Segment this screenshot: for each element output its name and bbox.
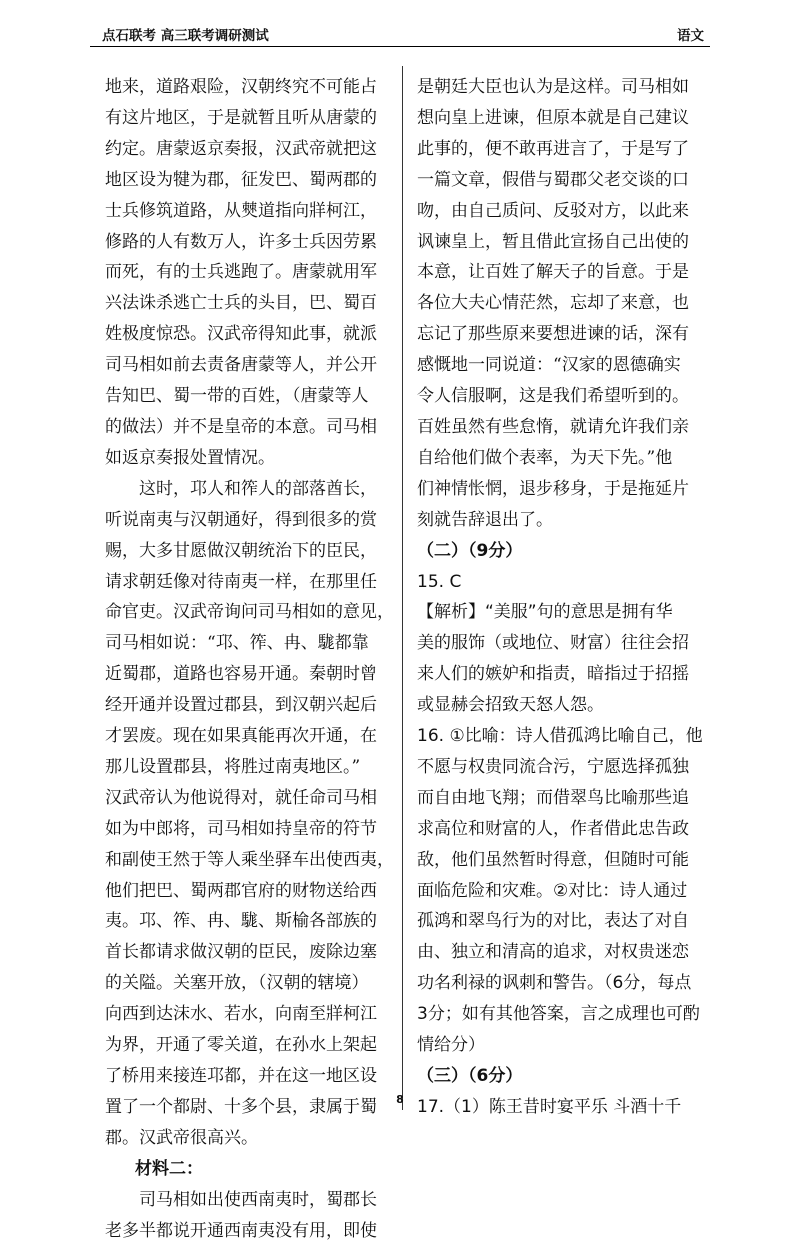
text-line: 地区设为犍为郡，征发巴、蜀两郡的 — [105, 169, 377, 190]
text-line: 听说南夷与汉朝通好，得到很多的赏 — [105, 509, 377, 530]
text-line: 如为中郎将，司马相如持皇帝的符节 — [105, 818, 377, 839]
text-line: 或显赫会招致天怒人怨。 — [417, 695, 604, 716]
text-line: 求高位和财富的人，作者借此忠告政 — [417, 818, 689, 839]
text-line: 修路的人有数万人，许多士兵因劳累 — [105, 231, 377, 252]
text-line: 自给他们做个表率，为天下先。”他 — [417, 447, 673, 468]
text-line: 百姓虽然有些怠惰，就请允许我们亲 — [417, 416, 689, 437]
text-line: （二）（9分） — [417, 540, 523, 561]
text-line: 请求朝廷像对待南夷一样，在那里任 — [105, 571, 377, 592]
text-line: 是朝廷大臣也认为是这样。司马相如 — [417, 77, 689, 97]
text-line: 置了一个都尉、十多个县，隶属于蜀 — [105, 1096, 377, 1117]
text-line: 郡。汉武帝很高兴。 — [105, 1127, 258, 1148]
text-line: 这时，邛人和筰人的部落酋长， — [139, 478, 377, 499]
text-line: 本意，让百姓了解天子的旨意。于是 — [417, 262, 689, 283]
text-line: 如返京奏报处置情况。 — [105, 447, 275, 468]
text-line: 的关隘。关塞开放，（汉朝的辖境） — [105, 973, 369, 994]
text-line: 士兵修筑道路，从僰道指向牂柯江， — [105, 200, 377, 221]
text-line: 情给分） — [417, 1035, 485, 1056]
text-line: 吻，由自己质问、反驳对方，以此来 — [417, 200, 689, 221]
text-line: 由、独立和清高的追求，对权贵迷恋 — [417, 942, 689, 963]
text-line: 兴法诛杀逃亡士兵的头目，巴、蜀百 — [105, 293, 377, 314]
page-header — [90, 20, 710, 47]
text-line: 们神情怅惘，退步移身，于是拖延片 — [417, 478, 689, 499]
text-line: 而死，有的士兵逃跑了。唐蒙就用军 — [105, 262, 377, 283]
text-line: 有这片地区，于是就暂且听从唐蒙的 — [105, 107, 377, 128]
header-exam-title: 点石联考 高三联考调研测试 — [102, 28, 269, 44]
text-line: 司马相如说：“邛、筰、冉、駹都靠 — [105, 633, 369, 654]
text-line: 此事的，便不敢再进言了，于是写了 — [417, 138, 689, 159]
text-line: 15. C — [417, 571, 462, 592]
text-line: 材料二： — [135, 1158, 203, 1179]
text-line: 各位大夫心情茫然，忘却了来意，也 — [417, 293, 689, 314]
text-line: 告知巴、蜀一带的百姓，（唐蒙等人 — [105, 386, 369, 407]
text-line: 经开通并设置过郡县，到汉朝兴起后 — [105, 695, 377, 716]
text-line: 他们把巴、蜀两郡官府的财物送给西 — [105, 880, 377, 901]
text-line: 近蜀郡，道路也容易开通。秦朝时曾 — [105, 664, 377, 685]
text-line: 了桥用来接连邛都，并在这一地区设 — [105, 1066, 377, 1086]
text-line: 16. ①比喻：诗人借孤鸿比喻自己，他 — [417, 726, 703, 747]
left-column — [105, 72, 394, 1246]
text-line: 讽谏皇上，暂且借此宣扬自己出使的 — [417, 231, 689, 252]
right-column — [417, 72, 702, 1123]
text-line: （三）（6分） — [417, 1066, 523, 1086]
text-line: 姓极度惊恐。汉武帝得知此事，就派 — [105, 324, 377, 345]
text-line: 夷。邛、筰、冉、駹、斯榆各部族的 — [105, 911, 377, 932]
text-line: 地来，道路艰险，汉朝终究不可能占 — [105, 77, 377, 97]
text-line: 想向皇上进谏，但原本就是自己建议 — [417, 107, 689, 128]
text-line: 忘记了那些原来要想进谏的话，深有 — [417, 324, 689, 345]
text-line: 功名利禄的讽刺和警告。（6分，每点 — [417, 973, 692, 994]
header-subject: 语文 — [677, 28, 704, 44]
text-line: 首长都请求做汉朝的臣民，废除边塞 — [105, 942, 377, 963]
text-line: 感慨地一同说道：“汉家的恩德确实 — [417, 355, 681, 376]
text-line: 约定。唐蒙返京奏报，汉武帝就把这 — [105, 138, 377, 159]
text-line: 司马相如前去责备唐蒙等人，并公开 — [105, 355, 377, 376]
text-line: 那儿设置郡县，将胜过南夷地区。” — [105, 756, 361, 777]
text-line: 汉武帝认为他说得对，就任命司马相 — [105, 787, 377, 808]
text-line: 命官吏。汉武帝询问司马相如的意见， — [105, 602, 394, 623]
text-line: 而自由地飞翔；而借翠鸟比喻那些追 — [417, 787, 689, 808]
text-line: 不愿与权贵同流合污，宁愿选择孤独 — [417, 756, 689, 777]
text-line: 的做法）并不是皇帝的本意。司马相 — [105, 416, 377, 437]
text-line: 赐，大多甘愿做汉朝统治下的臣民， — [105, 540, 377, 561]
text-line: 才罢废。现在如果真能再次开通，在 — [105, 726, 377, 747]
page-number: 8 — [396, 1093, 404, 1106]
text-line: 面临危险和灾难。②对比：诗人通过 — [417, 880, 688, 901]
text-line: 孤鸿和翠鸟行为的对比，表达了对自 — [417, 911, 689, 932]
text-line: 刻就告辞退出了。 — [417, 509, 553, 530]
text-line: 和副使王然于等人乘坐驿车出使西夷， — [105, 849, 394, 870]
text-line: 美的服饰（或地位、财富）往往会招 — [417, 633, 689, 654]
text-line: 向西到达沫水、若水，向南至牂柯江 — [105, 1004, 377, 1025]
text-line: 司马相如出使西南夷时，蜀郡长 — [139, 1189, 377, 1210]
text-line: 敌，他们虽然暂时得意，但随时可能 — [417, 849, 689, 870]
text-line: 来人们的嫉妒和指责，暗指过于招摇 — [417, 664, 689, 685]
text-line: 一篇文章，假借与蜀郡父老交谈的口 — [417, 169, 689, 190]
text-line: 17.（1）陈王昔时宴平乐 斗酒十千 — [417, 1096, 682, 1117]
column-divider — [402, 66, 403, 1110]
text-line: 令人信服啊，这是我们希望听到的。 — [417, 386, 689, 407]
text-line: 老多半都说开通西南夷没有用，即使 — [105, 1220, 377, 1241]
text-line: 为界，开通了零关道，在孙水上架起 — [105, 1035, 377, 1056]
text-line: 3分；如有其他答案，言之成理也可酌 — [417, 1004, 700, 1025]
text-line: 【解析】“美服”句的意思是拥有华 — [417, 602, 673, 623]
